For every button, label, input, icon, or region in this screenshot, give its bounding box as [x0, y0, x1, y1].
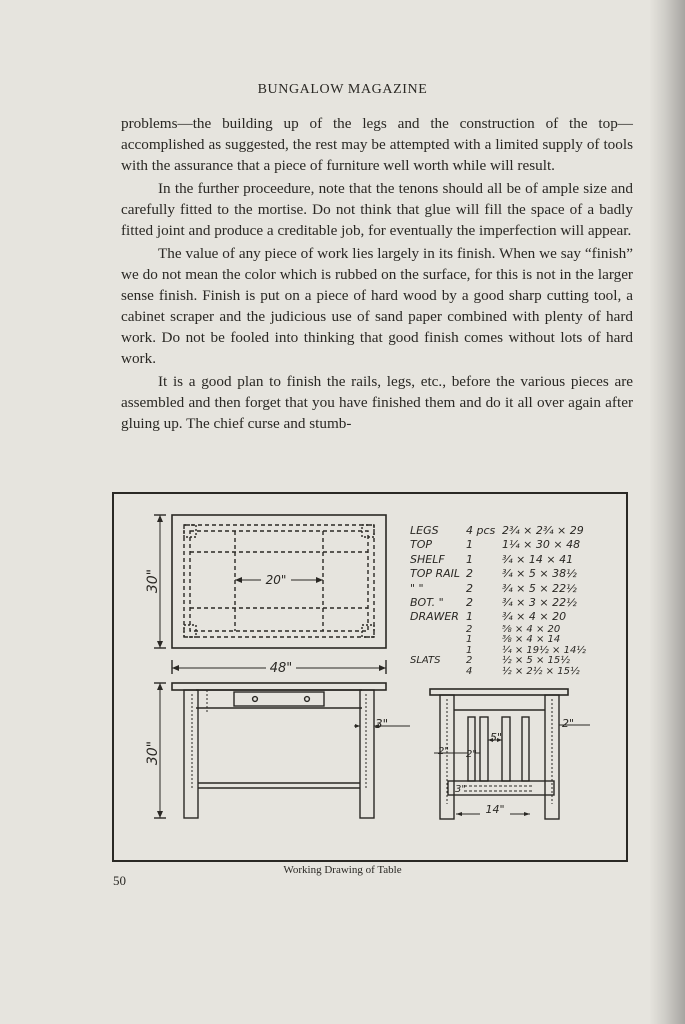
part-qty: 2: [466, 581, 473, 595]
materials-row: [410, 667, 610, 678]
part-qty: 1: [466, 610, 473, 624]
part-qty: 1: [466, 634, 473, 646]
front-elevation: [154, 683, 410, 818]
dimension-end-leg: 2": [562, 717, 575, 730]
part-size: ½ × 2½ × 15½: [502, 665, 580, 677]
dimension-height: 30": [145, 740, 161, 766]
part-name: " ": [410, 581, 424, 595]
dimension-top-inner: 20": [261, 573, 291, 587]
part-qty: 2: [466, 567, 473, 581]
part-name: TOP RAIL: [410, 567, 461, 581]
part-qty: 2: [466, 596, 473, 610]
part-name: SHELF: [410, 552, 445, 566]
materials-row: [410, 553, 610, 567]
materials-row: [410, 582, 610, 596]
part-qty: 2: [466, 655, 473, 667]
part-size: ½ × 5 × 15½: [502, 655, 570, 667]
dimension-top-length: 48": [266, 661, 296, 676]
part-name: LEGS: [410, 524, 439, 537]
part-qty: 2: [466, 623, 473, 635]
plan-view: [154, 515, 386, 674]
part-qty: 4: [466, 665, 473, 677]
part-size: ¾ × 5 × 38½: [502, 567, 577, 581]
part-qty: 4 pcs: [466, 524, 496, 537]
dimension-leg-face-a: 2": [438, 746, 449, 757]
paragraph: It is a good plan to finish the rails, legs, etc., before the various pieces are assembled and then forget that you have finished them and do it all over again after gluing up. The chief curse and stumb-: [121, 373, 633, 432]
figure-caption: Working Drawing of Table: [283, 864, 402, 876]
paragraph: The value of any piece of work lies largely in its finish. When we say “finish” we do not mean the color which is rubbed on the surface, for this is not in the larger sense finish. Finish is put on a piece of hard wood by a good sharp cutting tool, a cabinet scraper and the judicious use of sand paper combined with plenty of hard work. Do not be fooled into thinking that good finish comes without lots of hard work.: [121, 245, 633, 367]
dimension-top-depth: 30": [145, 568, 161, 594]
part-name: DRAWER: [410, 610, 459, 624]
part-qty: 1: [466, 552, 473, 566]
part-size: 1¼ × 30 × 48: [502, 538, 581, 552]
part-name: SLATS: [410, 655, 441, 667]
dimension-slat-gap: 5": [490, 731, 503, 744]
dimension-bottom-span: 14": [480, 803, 510, 816]
working-drawing-figure: [112, 492, 628, 862]
paragraph: problems—the building up of the legs and the construction of the top—accomplished as suggested, the rest may be attempted with a limited supply of tools with the assurance that a piece of furniture well worth while will result.: [121, 115, 633, 174]
bill-of-materials: [410, 524, 610, 677]
dimension-leg-face-b: 2": [466, 749, 477, 760]
paragraph: In the further proceedure, note that the tenons should all be of ample size and carefully fitted to the mortise. Do not think that glue will fill the space of a badly fitted joint and produce a creditable job, for eventually the imperfection will appear.: [121, 180, 633, 239]
materials-row: [410, 567, 610, 581]
materials-row: [410, 610, 610, 624]
page-number: 50: [113, 873, 126, 888]
part-size: ¼ × 19½ × 14½: [502, 644, 586, 656]
part-qty: 1: [466, 538, 473, 552]
part-name: BOT. ": [410, 596, 444, 610]
end-elevation: [430, 689, 590, 819]
part-name: [410, 625, 466, 636]
part-size: ⅜ × 4 × 14: [502, 634, 561, 646]
part-size: ¾ × 14 × 41: [502, 552, 574, 566]
materials-row: [410, 538, 610, 552]
running-title: BUNGALOW MAGAZINE: [257, 82, 428, 97]
dimension-leg-side: 3": [375, 717, 389, 731]
part-size: ¾ × 3 × 22½: [502, 596, 577, 610]
part-name: [410, 667, 466, 678]
part-name: TOP: [410, 538, 433, 552]
part-name: [410, 635, 466, 646]
dimension-shelf-rail: 3": [455, 784, 466, 795]
part-size: ¾ × 5 × 22½: [502, 581, 577, 595]
part-size: ¾ × 4 × 20: [502, 610, 567, 624]
materials-row: [410, 596, 610, 610]
materials-row: [410, 524, 610, 538]
part-size: ⅝ × 4 × 20: [502, 623, 561, 635]
part-qty: 1: [466, 644, 473, 656]
article-body: [121, 113, 633, 434]
part-size: 2¾ × 2¾ × 29: [502, 524, 584, 537]
